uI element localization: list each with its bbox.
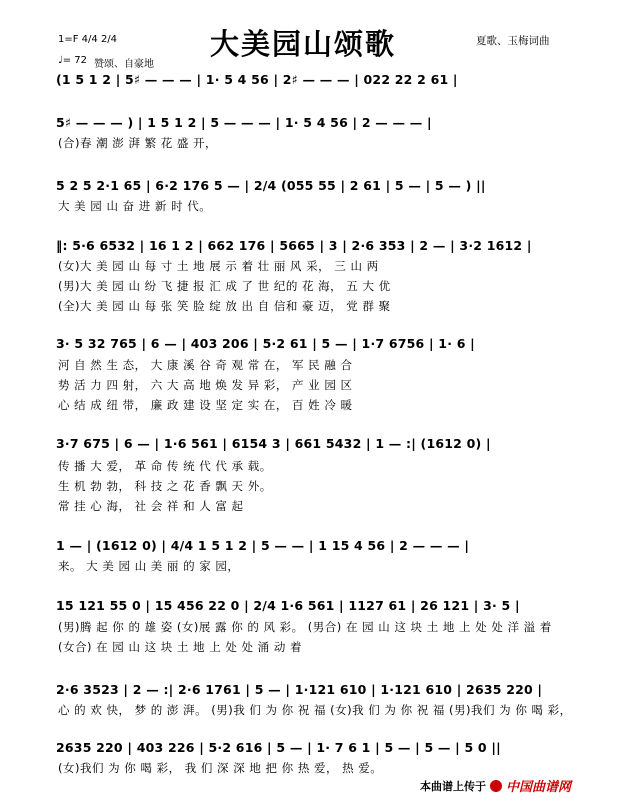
key-signature: 1=F 4/4 2/4 xyxy=(58,34,118,45)
lyric-row-6b: 生 机 勃 勃， 科 技 之 花 香 飘 天 外。 xyxy=(58,479,272,493)
authors-credit: 夏歌、玉梅词曲 xyxy=(476,35,550,47)
score-row-2: 5♯ — — — ) | 1 5 1 2 | 5 — — — | 1· 5 4 56 | 2 — — — | xyxy=(56,115,432,130)
score-row-3: 5 2 5 2·1 65 | 6·2 176 5 — | 2/4 (055 55 | 2 61 | 5 — | 5 — ) || xyxy=(56,178,486,193)
upload-credit xyxy=(420,776,571,795)
lyric-row-4c: (全)大 美 园 山 每 张 笑 脸 绽 放 出 自 信和 豪 迈， 党 群 聚 xyxy=(58,299,391,313)
lyric-row-7: 来。 大 美 园 山 美 丽 的 家 园， xyxy=(58,559,240,573)
score-row-1: (1 5 1 2 | 5♯ — — — | 1· 5 4 56 | 2♯ — — — | 022 22 2 61 | xyxy=(56,72,458,87)
expression-marking: 赞颂、自豪地 xyxy=(94,59,154,70)
score-row-10: 2635 220 | 403 226 | 5·2 616 | 5 — | 1· 7 6 1 | 5 — | 5 — | 5 0 || xyxy=(56,740,501,755)
lyric-row-10: (女)我们 为 你 喝 彩， 我 们 深 深 地 把 你 热 爱， 热 爱。 xyxy=(58,761,383,775)
score-row-8: 15 121 55 0 | 15 456 22 0 | 2/4 1·6 561 | 1127 61 | 26 121 | 3· 5 | xyxy=(56,598,520,613)
lyric-row-6a: 传 播 大 爱， 革 命 传 统 代 代 承 载。 xyxy=(58,459,272,473)
lyric-row-4b: (男)大 美 园 山 纷 飞 捷 报 汇 成 了 世 纪的 花 海， 五 大 优 xyxy=(58,279,391,293)
lyric-row-5b: 势 活 力 四 射， 六 大 高 地 焕 发 异 彩， 产 业 园 区 xyxy=(58,378,353,392)
lyric-row-6c: 常 挂 心 海， 社 会 祥 和 人 富 起 xyxy=(58,499,244,513)
score-row-9: 2·6 3523 | 2 — :| 2·6 1761 | 5 — | 1·121 610 | 1·121 610 | 2635 220 | xyxy=(56,682,543,697)
lyric-row-3: 大 美 园 山 奋 进 新 时 代。 xyxy=(58,199,212,213)
score-row-6: 3·7 675 | 6 — | 1·6 561 | 6154 3 | 661 5432 | 1 — :| (1612 0) | xyxy=(56,436,491,451)
lyric-row-9: 心 的 欢 快， 梦 的 澎 湃。 (男)我 们 为 你 祝 福 (女)我 们 为 你 祝 福 (男)我们 为 你 喝 彩， xyxy=(58,703,572,717)
lyric-row-5c: 心 结 成 纽 带， 廉 政 建 设 坚 定 实 在， 百 姓 冷 暖 xyxy=(58,398,353,412)
upload-text: 本曲谱上传于 xyxy=(420,779,486,793)
tempo-marking: ♩= 72 xyxy=(58,55,87,66)
score-row-5: 3· 5 32 765 | 6 — | 403 206 | 5·2 61 | 5 — | 1·7 6756 | 1· 6 | xyxy=(56,336,475,351)
lyric-row-8a: (男)腾 起 你 的 雄 姿 (女)展 露 你 的 风 彩。 (男合) 在 园 山 这 块 土 地 上 处 处 洋 溢 着 xyxy=(58,620,552,634)
song-title: 大美园山颂歌 xyxy=(210,27,397,61)
site-logo-icon xyxy=(490,780,502,792)
lyric-row-8b: (女合) 在 园 山 这 块 土 地 上 处 处 涌 动 着 xyxy=(58,640,302,654)
score-row-7: 1 — | (1612 0) | 4/4 1 5 1 2 | 5 — — | 1 15 4 56 | 2 — — — | xyxy=(56,538,470,553)
site-brand[interactable]: 中国曲谱网 xyxy=(506,780,572,795)
lyric-row-4a: (女)大 美 园 山 每 寸 土 地 展 示 着 壮 丽 风 采， 三 山 两 xyxy=(58,259,379,273)
lyric-row-5a: 河 自 然 生 态， 大 康 溪 谷 奇 观 常 在， 军 民 融 合 xyxy=(58,358,353,372)
lyric-row-2: (合)春 潮 澎 湃 繁 花 盛 开， xyxy=(58,136,218,150)
score-row-4: ‖: 5·6 6532 | 16 1 2 | 662 176 | 5665 | 3 | 2·6 353 | 2 — | 3·2 1612 | xyxy=(56,238,532,253)
